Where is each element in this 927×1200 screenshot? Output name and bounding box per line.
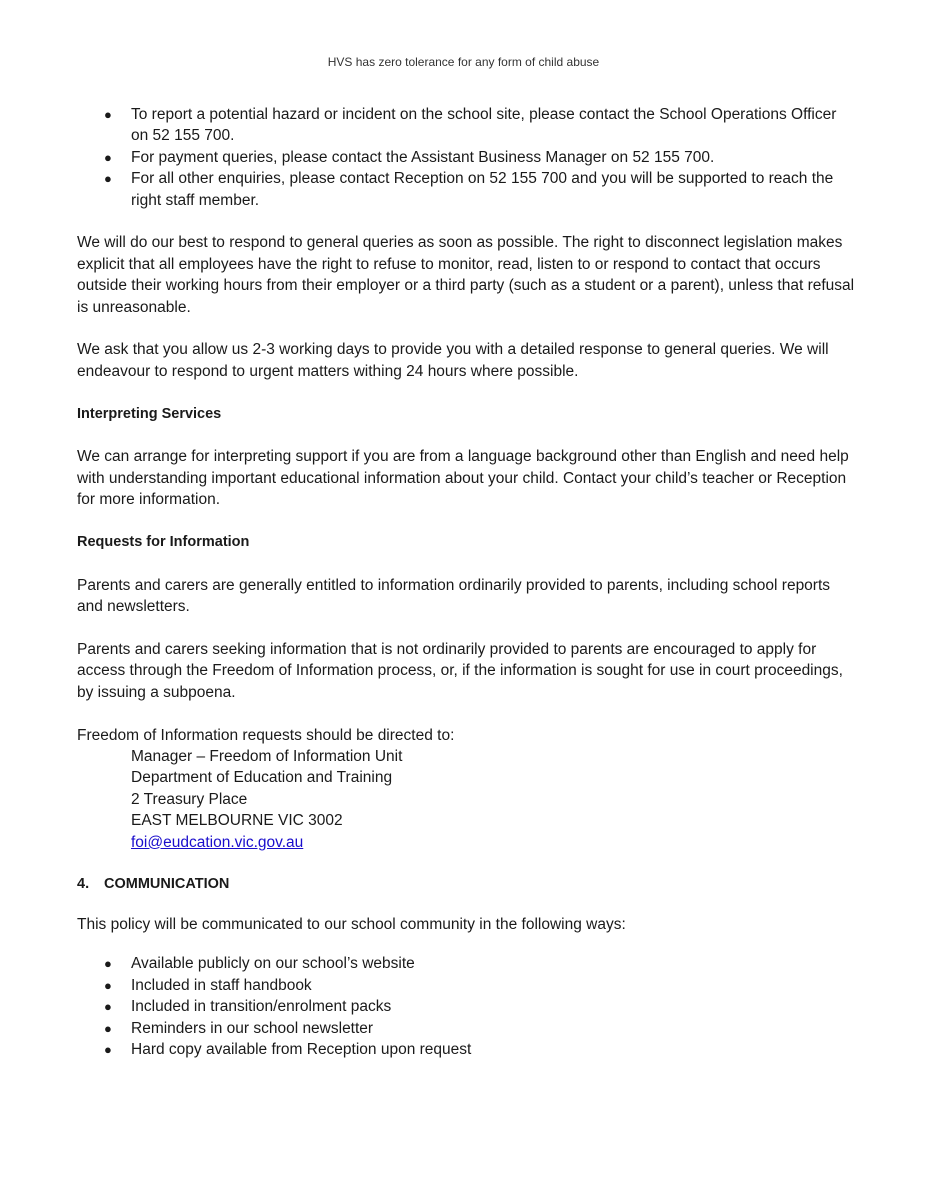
page-header: HVS has zero tolerance for any form of child abuse bbox=[327, 55, 600, 69]
interpreting-paragraph: We can arrange for interpreting support if you are from a language background other than English and need help with understanding important educational information about your child. Contact your child’s teacher or Reception for more information. bbox=[77, 448, 849, 509]
bullet-icon: ● bbox=[104, 171, 112, 187]
foi-address bbox=[77, 746, 857, 853]
list-item: ● Included in staff handbook bbox=[77, 975, 857, 996]
section-title: COMMUNICATION bbox=[104, 876, 230, 893]
list-item: ● For all other enquiries, please contact Reception on 52 155 700 and you will be supported to reach the right staff member. bbox=[104, 170, 834, 209]
list-item: ● Reminders in our school newsletter bbox=[77, 1018, 857, 1039]
contact-bullet-list bbox=[77, 104, 857, 211]
communication-bullet-list bbox=[77, 953, 857, 1060]
bullet-icon: ● bbox=[104, 1041, 112, 1057]
address-line: Manager – Freedom of Information Unit bbox=[131, 748, 403, 766]
section-number: 4. bbox=[77, 876, 90, 893]
requests-paragraph-1: Parents and carers are generally entitled to information ordinarily provided to parents, including school reports and newsletters. bbox=[77, 576, 831, 616]
list-item: ● Hard copy available from Reception upon request bbox=[77, 1039, 857, 1060]
page-content bbox=[77, 104, 857, 1060]
list-item: ● Included in transition/enrolment packs bbox=[77, 996, 857, 1017]
bullet-icon: ● bbox=[104, 1020, 112, 1036]
list-item: ● To report a potential hazard or incident on the school site, please contact the School Operations Officer on 52 155 700. bbox=[104, 106, 837, 145]
communication-intro: This policy will be communicated to our school community in the following ways: bbox=[77, 915, 626, 933]
address-line: Department of Education and Training bbox=[131, 769, 393, 787]
interpreting-heading: Interpreting Services bbox=[77, 405, 222, 422]
foi-intro: Freedom of Information requests should be directed to: bbox=[77, 726, 455, 744]
communication-heading bbox=[77, 874, 857, 895]
address-line: 2 Treasury Place bbox=[131, 790, 248, 808]
requests-paragraph-2: Parents and carers seeking information that is not ordinarily provided to parents are encouraged to apply for access through the Freedom of Information process, or, if the information is sought for use in court proceedings, by issuing a subpoena. bbox=[77, 641, 843, 701]
bullet-icon: ● bbox=[104, 977, 112, 993]
bullet-icon: ● bbox=[104, 107, 112, 122]
address-line: EAST MELBOURNE VIC 3002 bbox=[131, 812, 343, 830]
timeframe-paragraph: We ask that you allow us 2-3 working days to provide you with a detailed response to general queries. We will endeavour to respond to urgent matters withing 24 hours where possible. bbox=[77, 341, 829, 380]
foi-email-link[interactable]: foi@eudcation.vic.gov.au bbox=[131, 833, 304, 851]
bullet-icon: ● bbox=[104, 956, 112, 972]
bullet-icon: ● bbox=[104, 149, 112, 165]
bullet-icon: ● bbox=[104, 999, 112, 1015]
requests-heading: Requests for Information bbox=[77, 534, 250, 551]
list-item: ● Available publicly on our school’s website bbox=[77, 953, 857, 974]
list-item: ● For payment queries, please contact the Assistant Business Manager on 52 155 700. bbox=[77, 147, 857, 168]
response-paragraph: We will do our best to respond to general queries as soon as possible. The right to disconnect legislation makes explicit that all employees have the right to refuse to monitor, read, listen to or respond to contact that occurs outside their working hours from their employer or a third party (such as a student or a parent), unless that refusal is unreasonable. bbox=[77, 234, 855, 316]
